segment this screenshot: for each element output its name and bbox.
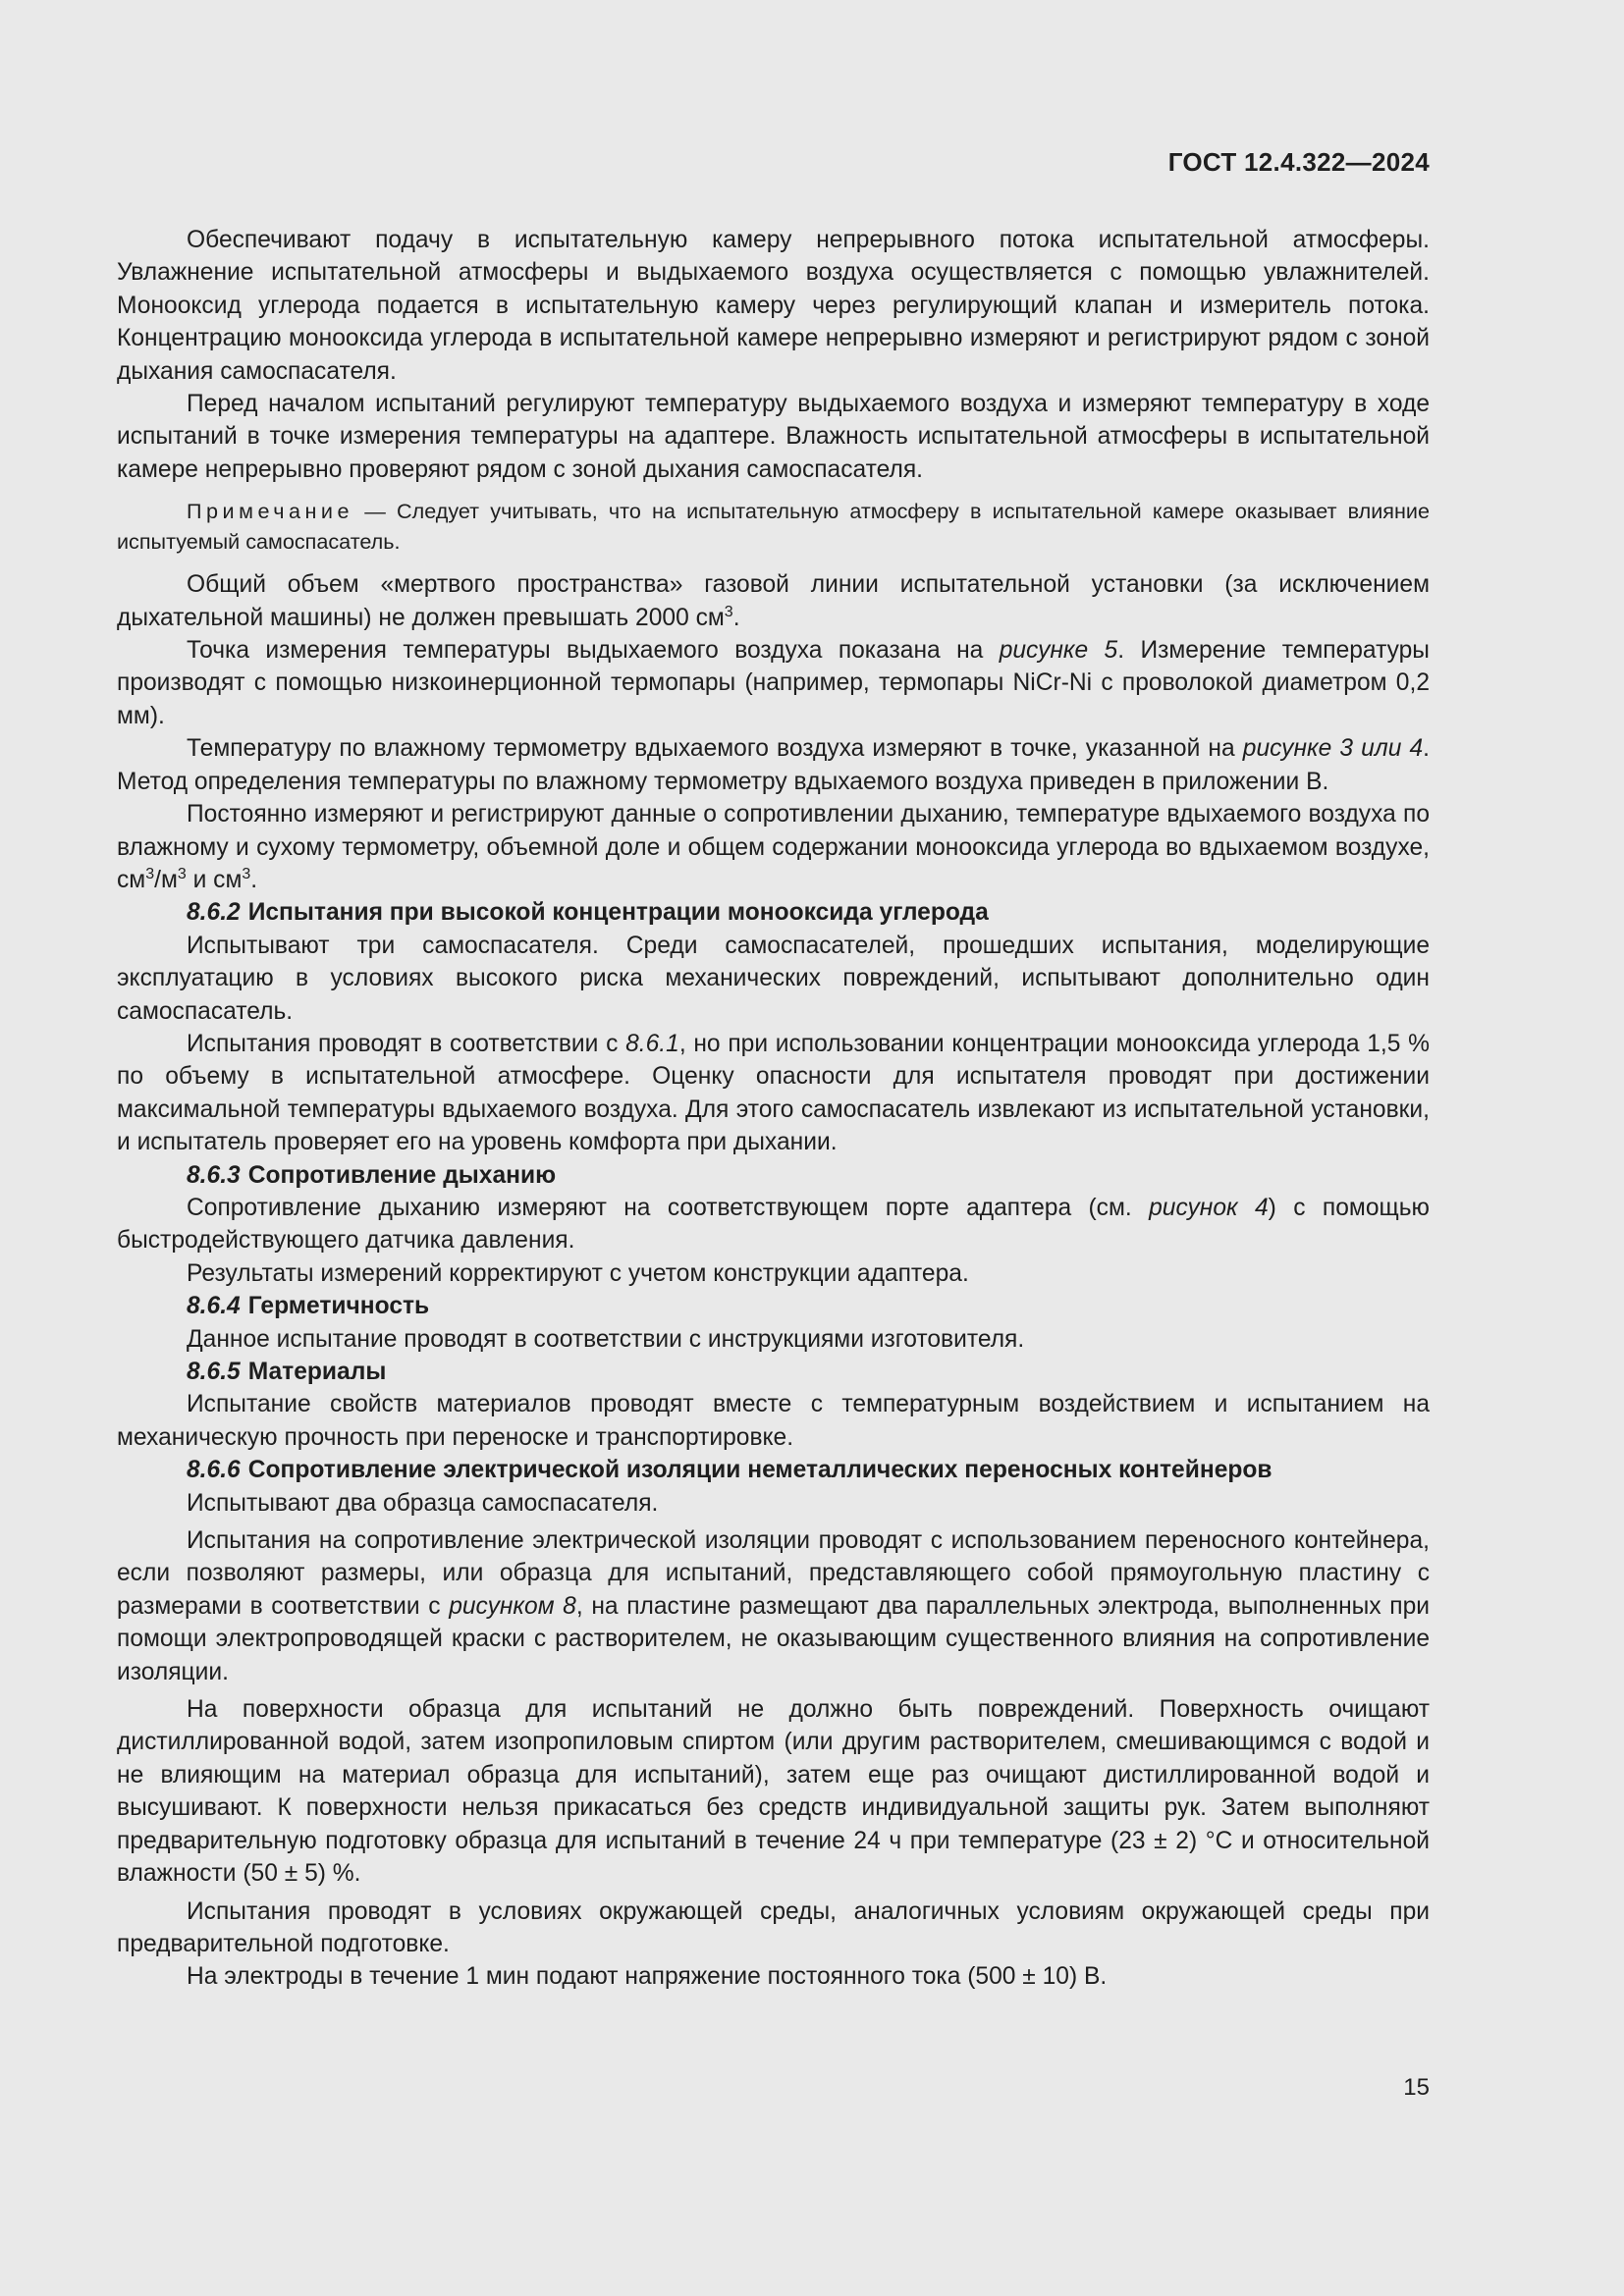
paragraph-8-6-6-conditions: Испытания проводят в условиях окружающей среды, аналогичных условиям окружающей среды при предварительной подготовке. xyxy=(117,1897,1430,1957)
record-text-2: /м xyxy=(154,866,178,893)
paragraph-test-atmosphere-supply: Обеспечивают подачу в испытательную камеру непрерывного потока испытательной атмосферы. Увлажнение испытательной атмосферы и выдыхаемого воздуха осуществляется с помощью увлажнителей. Монооксид углерода подается в испытательную камеру через регулирующий клапан и измеритель потока. Концентрацию монооксида углерода в испытательной камере непрерывно измеряют и регистрируют рядом с зоной дыхания самоспасателя. xyxy=(117,227,1430,385)
exhaled-temp-text-1: Точка измерения температуры выдыхаемого воздуха показана на xyxy=(187,637,1000,665)
record-text-3: и см xyxy=(186,866,243,893)
section-heading-8-6-4 xyxy=(117,1290,1430,1322)
section-title: Сопротивление дыханию xyxy=(247,1161,557,1189)
paragraph-dead-space xyxy=(117,568,1430,634)
procedure-text-2: , но при использовании концентрации монооксида углерода 1,5 % по объему в испытательной атмосфере. Оценку опасности для испытателя проводят при достижении максимальной температуры вдыхаемого воздуха. Для этого самоспасатель извлекают из испытательной установки, и испытатель проверяет его на уровень комфорта при дыхании. xyxy=(117,1030,1430,1156)
section-heading-8-6-2 xyxy=(117,896,1430,929)
paragraph-continuous-recording xyxy=(117,798,1430,896)
note-paragraph xyxy=(117,496,1430,557)
superscript: 3 xyxy=(724,603,733,620)
section-heading-8-6-3 xyxy=(117,1159,1430,1192)
section-heading-8-6-5 xyxy=(117,1356,1430,1388)
paragraph-8-6-6-samples: Испытывают два образца самоспасателя. xyxy=(187,1489,659,1517)
paragraph-temperature-regulation: Перед началом испытаний регулируют температуру выдыхаемого воздуха и измеряют температуру в ходе испытаний в точке измерения температуры на адаптере. Влажность испытательной атмосферы в испытательной камере непрерывно проверяют рядом с зоной дыхания самоспасателя. xyxy=(117,391,1430,483)
note-text: — Следует учитывать, что на испытательную атмосферу в испытательной камере оказывает влияние испытуемый самоспасатель. xyxy=(117,499,1430,555)
wet-bulb-text-1: Температуру по влажному термометру вдыхаемого воздуха измеряют в точке, указанной на xyxy=(187,735,1243,763)
figure-reference: рисунке 3 или 4 xyxy=(1242,735,1424,763)
paragraph-8-6-6-voltage: На электроды в течение 1 мин подают напряжение постоянного тока (500 ± 10) В. xyxy=(187,1963,1108,1991)
superscript: 3 xyxy=(242,865,251,882)
section-number: 8.6.2 xyxy=(187,899,241,927)
page-number: 15 xyxy=(1403,2074,1430,2101)
paragraph-8-6-5: Испытание свойств материалов проводят вместе с температурным воздействием и испытанием на механическую прочность при переноске и транспортировке. xyxy=(117,1391,1430,1451)
exhaled-temp-text-2: . Измерение температуры производят с помощью низкоинерционной термопары (например, термопары NiCr-Ni с проволокой диаметром 0,2 мм). xyxy=(117,637,1430,729)
paragraph-exhaled-temperature xyxy=(117,634,1430,732)
paragraph-8-6-2-procedure xyxy=(117,1028,1430,1159)
section-number: 8.6.6 xyxy=(187,1457,241,1484)
clause-reference: 8.6.1 xyxy=(625,1030,679,1057)
procedure-text-1: Испытания проводят в соответствии с xyxy=(187,1030,626,1057)
superscript: 3 xyxy=(145,865,155,882)
paragraph-8-6-3-measurement xyxy=(117,1192,1430,1257)
section-title: Сопротивление электрической изоляции неметаллических переносных контейнеров xyxy=(247,1457,1272,1484)
measurement-text-1: Сопротивление дыханию измеряют на соответствующем порте адаптера (см. xyxy=(187,1194,1150,1221)
paragraph-wet-bulb-temperature xyxy=(117,732,1430,798)
section-title: Герметичность xyxy=(247,1293,430,1320)
section-number: 8.6.3 xyxy=(187,1161,241,1189)
section-title: Материалы xyxy=(247,1359,387,1385)
figure-reference: рисунок 4 xyxy=(1149,1194,1269,1221)
section-heading-8-6-6 xyxy=(117,1454,1430,1486)
section-title: Испытания при высокой концентрации монооксида углерода xyxy=(247,899,989,927)
paragraph-8-6-6-insulation-test xyxy=(117,1524,1430,1688)
dead-space-end: . xyxy=(732,604,740,631)
document-id-header: ГОСТ 12.4.322—2024 xyxy=(1167,147,1430,177)
paragraph-8-6-3-correction: Результаты измерений корректируют с учетом конструкции адаптера. xyxy=(187,1259,969,1287)
paragraph-8-6-2-samples: Испытывают три самоспасателя. Среди самоспасателей, прошедших испытания, моделирующие эксплуатацию в условиях высокого риска механических повреждений, испытывают дополнительно один самоспасатель. xyxy=(117,932,1430,1025)
figure-reference: рисунком 8 xyxy=(449,1592,576,1620)
section-number: 8.6.5 xyxy=(187,1359,241,1385)
superscript: 3 xyxy=(177,865,187,882)
record-text-4: . xyxy=(250,866,258,893)
paragraph-8-6-6-surface-prep: На поверхности образца для испытаний не должно быть повреждений. Поверхность очищают дистиллированной водой, затем изопропиловым спиртом (или другим растворителем, смешивающимся с водой и не влияющим на материал образца для испытаний), затем еще раз очищают дистиллированной водой и высушивают. К поверхности нельзя прикасаться без средств индивидуальной защиты рук. Затем выполняют предварительную подготовку образца для испытаний в течение 24 ч при температуре (23 ± 2) °С и относительной влажности (50 ± 5) %. xyxy=(117,1696,1430,1888)
record-text-1: Постоянно измеряют и регистрируют данные о сопротивлении дыханию, температуре вдыхаемого воздуха по влажному и сухому термометру, объемной доле и общем содержании монооксида углерода во вдыхаемом воздухе, см xyxy=(117,801,1430,893)
dead-space-text: Общий объем «мертвого пространства» газовой линии испытательной установки (за исключением дыхательной машины) не должен превышать 2000 см xyxy=(117,571,1430,631)
measurement-text-2: ) с помощью быстродействующего датчика давления. xyxy=(117,1194,1430,1255)
section-number: 8.6.4 xyxy=(187,1293,241,1320)
paragraph-8-6-4: Данное испытание проводят в соответствии с инструкциями изготовителя. xyxy=(187,1325,1025,1353)
note-label: Примечание xyxy=(187,499,353,524)
document-body xyxy=(117,224,1430,1994)
insulation-text-1: Испытания на сопротивление электрической изоляции проводят с использованием переносного контейнера, если позволяют размеры, или образца для испытаний, представляющего собой прямоугольную пластину с размерами в соответствии с xyxy=(117,1527,1430,1620)
wet-bulb-text-2: . Метод определения температуры по влажному термометру вдыхаемого воздуха приведен в приложении В. xyxy=(117,735,1430,795)
insulation-text-2: , на пластине размещают два параллельных электрода, выполненных при помощи электропроводящей краски с растворителем, не оказывающим существенного влияния на сопротивление изоляции. xyxy=(117,1592,1431,1685)
figure-reference: рисунке 5 xyxy=(999,637,1118,665)
